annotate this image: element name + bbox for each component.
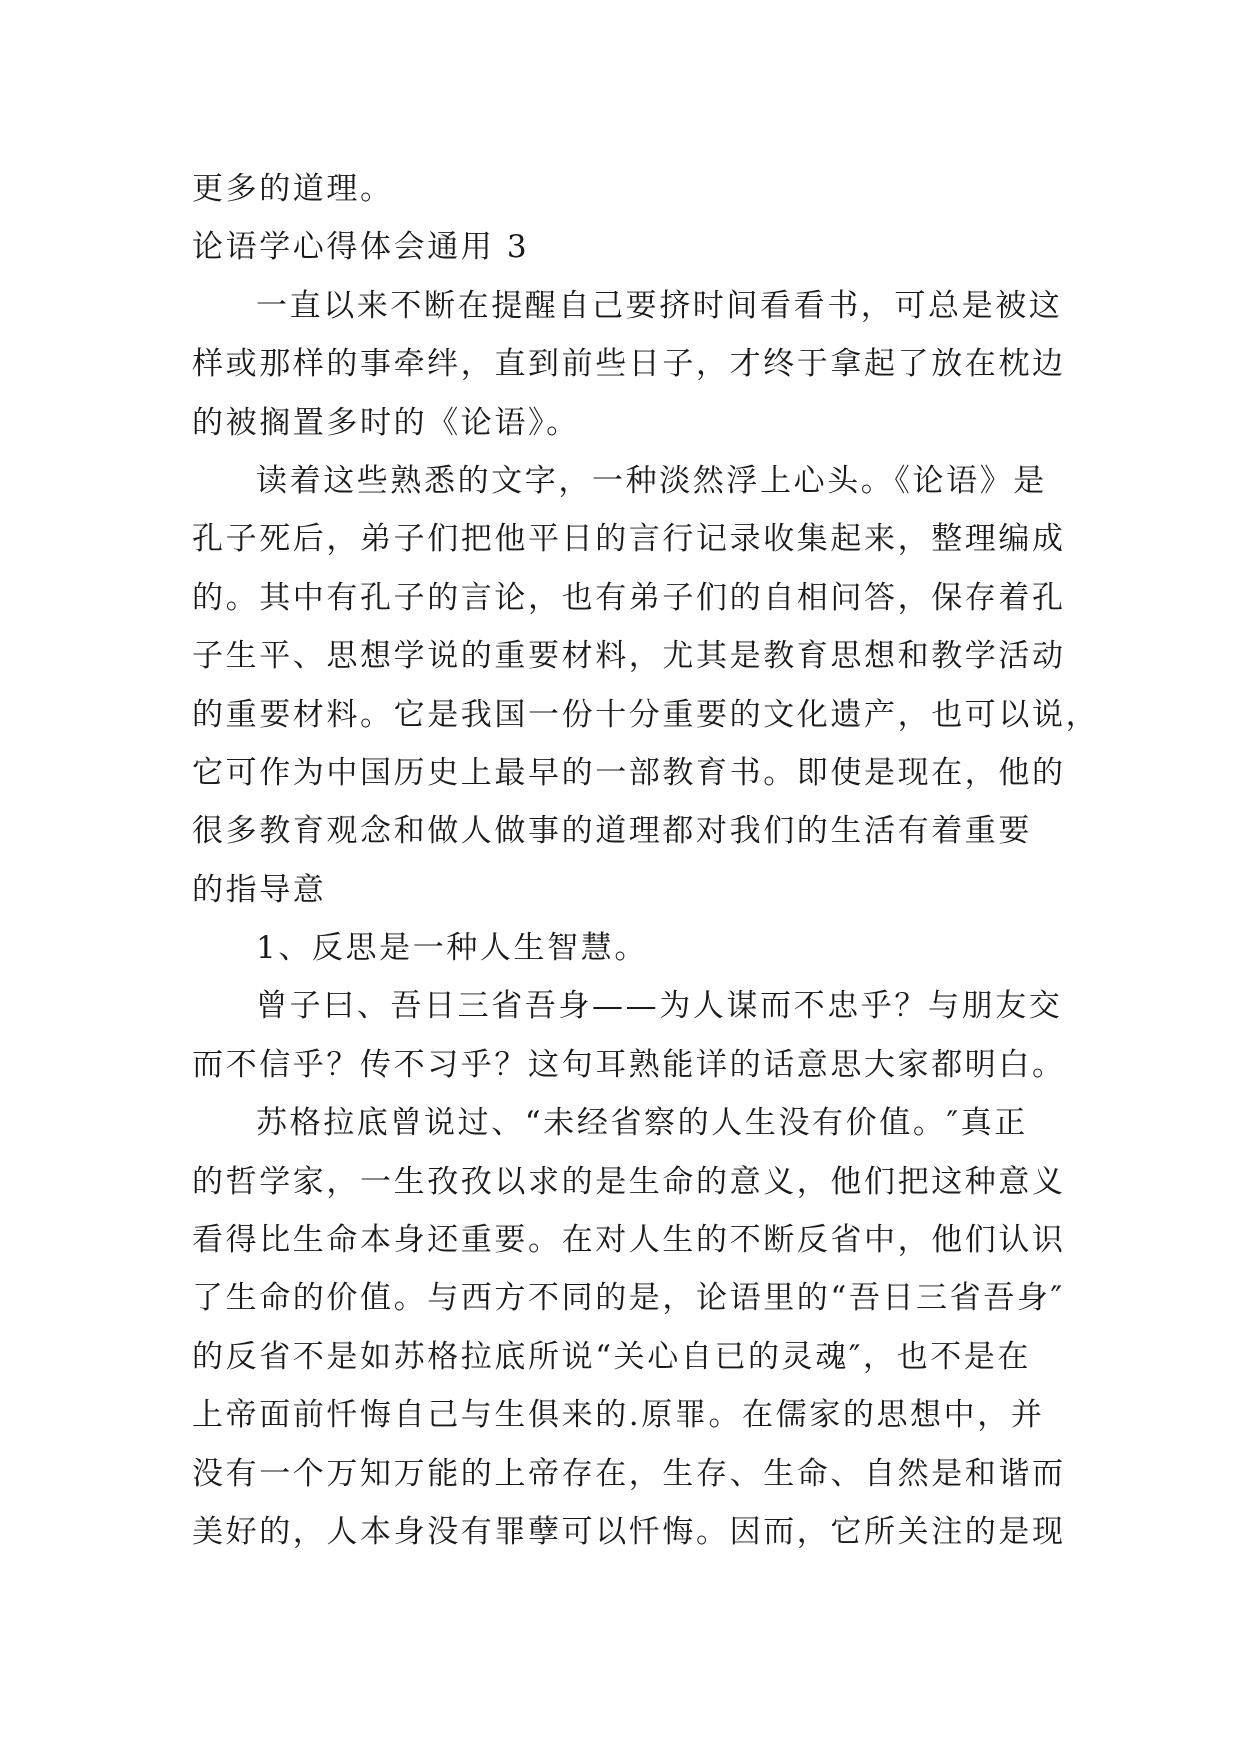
text-line: 的。其中有孔子的言论，也有弟子们的自相问答，保存着孔: [192, 579, 1066, 616]
text-line: 的哲学家，一生孜孜以求的是生命的意义，他们把这种意义: [192, 1163, 1066, 1200]
text-line: 美好的，人本身没有罪孽可以忏悔。因而，它所关注的是现: [192, 1513, 1066, 1550]
text-line: 了生命的价值。与西方不同的是，论语里的“吾日三省吾身″: [192, 1280, 1065, 1317]
text-line: 而不信乎？传不习乎？这句耳熟能详的话意思大家都明白。: [192, 1046, 1066, 1083]
text-line: 没有一个万知万能的上帝存在，生存、生命、自然是和谐而: [192, 1455, 1066, 1492]
text-line: 读着这些熟悉的文字，一种淡然浮上心头。《论语》是: [256, 462, 1047, 499]
document-body: [192, 160, 1100, 1561]
text-line: 曾子曰、吾日三省吾身——为人谋而不忠乎？与朋友交: [256, 988, 1063, 1025]
section-heading: 论语学心得体会通用 3: [192, 229, 530, 266]
text-line: 更多的道理。: [192, 171, 394, 207]
text-line: 看得比生命本身还重要。在对人生的不断反省中，他们认识: [192, 1222, 1066, 1259]
text-line: 的重要材料。它是我国一份十分重要的文化遗产，也可以说，: [192, 696, 1100, 733]
list-item: 1、反思是一种人生智慧。: [256, 930, 648, 967]
text-line: 孔子死后，弟子们把他平日的言行记录收集起来，整理编成: [192, 521, 1066, 558]
text-line: 上帝面前忏悔自己与生俱来的.原罪。在儒家的思想中，并: [192, 1397, 1045, 1434]
text-line: 子生平、思想学说的重要材料，尤其是教育思想和教学活动: [192, 638, 1066, 675]
text-line: 的指导意: [192, 871, 327, 908]
text-line: 的被搁置多时的《论语》。: [192, 404, 580, 441]
text-line: 苏格拉底曾说过、“未经省察的人生没有价值。″真正: [256, 1105, 1028, 1142]
text-line: 的反省不是如苏格拉底所说“关心自已的灵魂″，也不是在: [192, 1338, 1032, 1375]
text-line: 它可作为中国历史上最早的一部教育书。即使是现在，他的: [192, 754, 1066, 791]
text-line: 很多教育观念和做人做事的道理都对我们的生活有着重要: [192, 813, 1032, 850]
text-line: 一直以来不断在提醒自己要挤时间看看书，可总是被这: [256, 287, 1063, 324]
text-line: 样或那样的事牵绊，直到前些日子，才终于拿起了放在枕边: [192, 346, 1066, 383]
